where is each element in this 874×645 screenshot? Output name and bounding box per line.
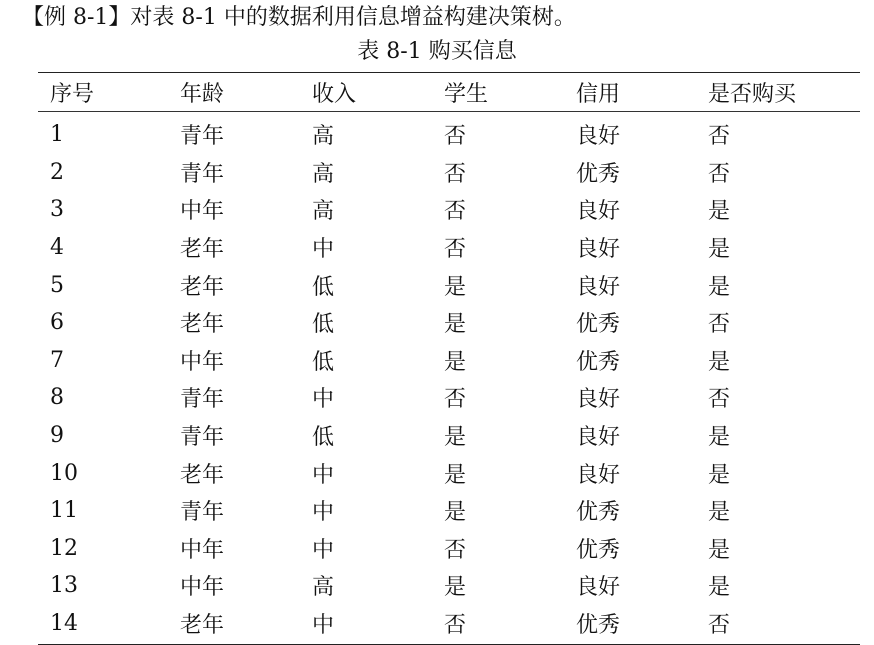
cell-credit: 良好 [576, 462, 621, 488]
cell-credit: 优秀 [576, 161, 621, 187]
table-row [38, 492, 860, 530]
header-income: 收入 [312, 81, 357, 107]
cell-age: 青年 [180, 161, 225, 187]
cell-age: 青年 [180, 425, 225, 451]
cell-credit: 良好 [576, 124, 621, 150]
table-caption: 表 8-1 购买信息 [357, 39, 517, 64]
cell-index: 3 [50, 197, 64, 223]
cell-student: 否 [444, 199, 467, 225]
cell-credit: 优秀 [576, 312, 621, 338]
cell-index: 2 [50, 159, 64, 185]
cell-age: 老年 [180, 613, 225, 639]
table-row [38, 304, 860, 342]
cell-age: 老年 [180, 462, 225, 488]
table-row [38, 567, 860, 605]
cell-income: 高 [312, 161, 335, 187]
cell-index: 1 [50, 122, 64, 148]
cell-purchase: 否 [708, 387, 731, 413]
cell-credit: 良好 [576, 425, 621, 451]
table-row [38, 342, 860, 380]
cell-credit: 优秀 [576, 349, 621, 375]
cell-age: 青年 [180, 500, 225, 526]
header-index: 序号 [50, 81, 95, 107]
cell-age: 中年 [180, 199, 225, 225]
cell-index: 10 [50, 460, 78, 486]
cell-purchase: 否 [708, 312, 731, 338]
cell-credit: 优秀 [576, 500, 621, 526]
cell-purchase: 否 [708, 613, 731, 639]
cell-purchase: 是 [708, 199, 731, 225]
example-intro-text: 【例 8-1】对表 8-1 中的数据利用信息增益构建决策树。 [22, 5, 576, 30]
cell-income: 中 [312, 237, 335, 263]
cell-age: 青年 [180, 387, 225, 413]
cell-student: 是 [444, 462, 467, 488]
cell-purchase: 是 [708, 537, 731, 563]
cell-income: 低 [312, 349, 335, 375]
header-age: 年龄 [180, 81, 225, 107]
cell-income: 中 [312, 537, 335, 563]
cell-purchase: 是 [708, 349, 731, 375]
table-row [38, 116, 860, 154]
header-student: 学生 [444, 81, 489, 107]
cell-index: 12 [50, 535, 78, 561]
cell-age: 老年 [180, 237, 225, 263]
cell-income: 高 [312, 575, 335, 601]
cell-credit: 良好 [576, 199, 621, 225]
header-credit: 信用 [576, 81, 621, 107]
table-row [38, 605, 860, 643]
cell-income: 低 [312, 425, 335, 451]
cell-student: 否 [444, 613, 467, 639]
cell-student: 否 [444, 537, 467, 563]
cell-purchase: 否 [708, 161, 731, 187]
cell-income: 中 [312, 462, 335, 488]
cell-index: 8 [50, 385, 64, 411]
cell-purchase: 是 [708, 425, 731, 451]
cell-student: 是 [444, 274, 467, 300]
cell-index: 9 [50, 423, 64, 449]
cell-age: 老年 [180, 312, 225, 338]
cell-index: 13 [50, 573, 78, 599]
cell-student: 否 [444, 124, 467, 150]
table-header-row [38, 73, 860, 111]
cell-income: 高 [312, 124, 335, 150]
purchase-info-table [38, 72, 860, 645]
cell-index: 7 [50, 347, 64, 373]
table-body [38, 112, 860, 644]
table-row [38, 417, 860, 455]
cell-student: 是 [444, 312, 467, 338]
cell-credit: 优秀 [576, 613, 621, 639]
cell-index: 6 [50, 310, 64, 336]
cell-income: 高 [312, 199, 335, 225]
cell-income: 低 [312, 274, 335, 300]
cell-age: 中年 [180, 349, 225, 375]
cell-student: 是 [444, 500, 467, 526]
cell-income: 中 [312, 500, 335, 526]
cell-index: 5 [50, 272, 64, 298]
table-row [38, 229, 860, 267]
cell-age: 老年 [180, 274, 225, 300]
cell-age: 中年 [180, 575, 225, 601]
cell-student: 否 [444, 161, 467, 187]
table-row [38, 266, 860, 304]
table-row [38, 379, 860, 417]
cell-index: 4 [50, 235, 64, 261]
cell-credit: 良好 [576, 387, 621, 413]
cell-purchase: 是 [708, 500, 731, 526]
cell-index: 14 [50, 611, 78, 637]
cell-student: 是 [444, 425, 467, 451]
cell-income: 中 [312, 387, 335, 413]
cell-student: 否 [444, 237, 467, 263]
cell-student: 否 [444, 387, 467, 413]
cell-income: 中 [312, 613, 335, 639]
cell-purchase: 是 [708, 462, 731, 488]
table-row [38, 530, 860, 568]
table-row [38, 191, 860, 229]
cell-credit: 良好 [576, 237, 621, 263]
cell-student: 是 [444, 575, 467, 601]
cell-income: 低 [312, 312, 335, 338]
cell-credit: 优秀 [576, 537, 621, 563]
cell-purchase: 是 [708, 575, 731, 601]
cell-purchase: 是 [708, 274, 731, 300]
cell-age: 中年 [180, 537, 225, 563]
cell-credit: 良好 [576, 575, 621, 601]
cell-age: 青年 [180, 124, 225, 150]
cell-index: 11 [50, 498, 78, 524]
cell-purchase: 否 [708, 124, 731, 150]
cell-credit: 良好 [576, 274, 621, 300]
cell-student: 是 [444, 349, 467, 375]
cell-purchase: 是 [708, 237, 731, 263]
table-row [38, 454, 860, 492]
table-row [38, 154, 860, 192]
header-purchase: 是否购买 [708, 81, 797, 107]
